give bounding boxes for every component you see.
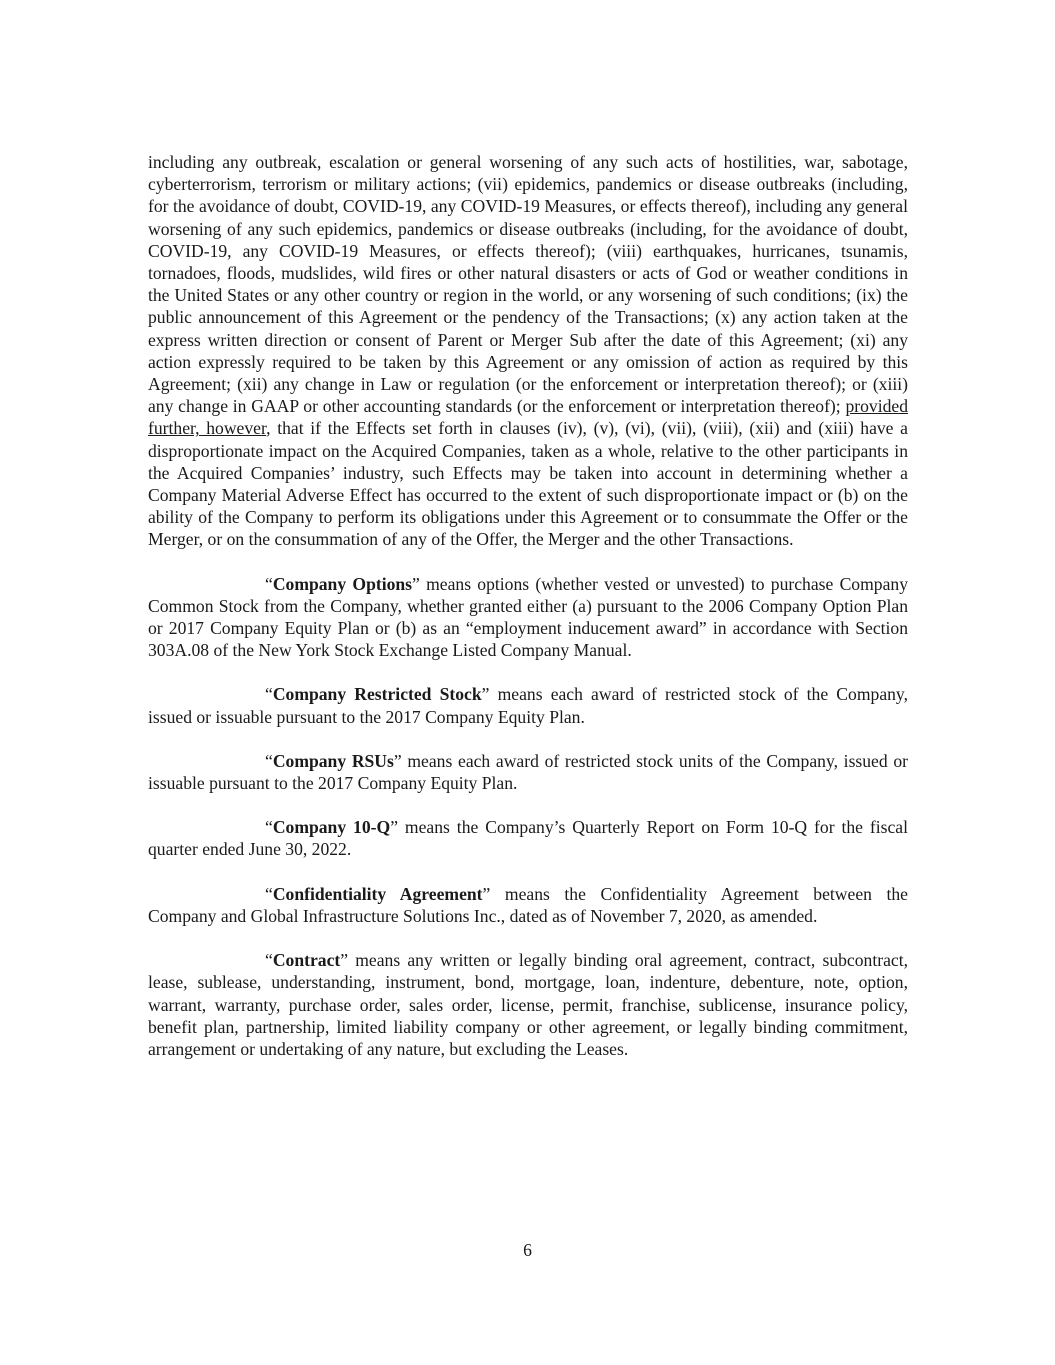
provided-further-however: provided further, however: [148, 396, 908, 439]
quote-close: ”: [393, 750, 402, 771]
defined-term: Company 10-Q: [272, 817, 391, 838]
defined-term: Contract: [272, 950, 341, 971]
document-body: [148, 151, 908, 1060]
definition-text: means any written or legally binding oral agreement, contract, subcontract, lease, sublease, understanding, instrument, bond, mortgage, loan, indenture, debenture, note, option, warrant, warranty, purchase order, sales order, license, permit, franchise, sublicense, insurance policy, benefit plan, partnership, limited liability company or other agreement, or legally binding commitment, arrangement or undertaking of any nature, but excluding the Leases.: [148, 950, 908, 1059]
defined-term: Company Options: [272, 573, 413, 594]
quote-open: “: [265, 883, 273, 904]
quote-open: “: [265, 950, 273, 971]
quote-close: ”: [340, 950, 349, 971]
defined-term: Company Restricted Stock: [272, 684, 482, 705]
quote-close: ”: [482, 883, 491, 904]
definition-company-restricted-stock: [148, 683, 908, 727]
quote-open: “: [265, 573, 273, 594]
definition-company-options: [148, 573, 908, 662]
defined-term: Confidentiality Agreement: [272, 883, 483, 904]
quote-open: “: [265, 750, 273, 771]
quote-open: “: [265, 817, 273, 838]
continuation-text-part1: including any outbreak, escalation or general worsening of any such acts of hostilities, war, sabotage, cyberterrorism, terrorism or military actions; (vii) epidemics, pandemics or disease outbreaks (including, for the avoidance of doubt, COVID-19, any COVID-19 Measures, or effects thereof), including any general worsening of any such epidemics, pandemics or disease outbreaks (including, for the avoidance of doubt, COVID-19, any COVID-19 Measures, or effects thereof); (viii) earthquakes, hurricanes, tsunamis, tornadoes, floods, mudslides, wild fires or other natural disasters or acts of God or weather conditions in the United States or any other country or region in the world, or any worsening of such conditions; (ix) the public announcement of this Agreement or the pendency of the Transactions; (x) any action taken at the express written direction or consent of Parent or Merger Sub after the date of this Agreement; (xi) any action expressly required to be taken by this Agreement or any omission of action as required by this Agreement; (xii) any change in Law or regulation (or the enforcement or interpretation thereof); or (xiii) any change in GAAP or other accounting standards (or the enforcement or interpretation thereof);: [148, 152, 908, 417]
definition-company-rsus: [148, 750, 908, 794]
continuation-text-part2: , that if the Effects set forth in clauses (iv), (v), (vi), (vii), (viii), (xii) and (xiii) have a disproportionate impact on the Acquired Companies, taken as a whole, relative to the other participants in the Acquired Companies’ industry, such Effects may be taken into account in determining whether a Company Material Adverse Effect has occurred to the extent of such disproportionate impact or (b) on the ability of the Company to perform its obligations under this Agreement or to consummate the Offer or the Merger, or on the consummation of any of the Offer, the Merger and the other Transactions.: [148, 418, 908, 550]
definition-contract: [148, 949, 908, 1060]
definition-text: means each award of restricted stock units of the Company, issued or issuable pursuant to the 2017 Company Equity Plan.: [148, 750, 909, 794]
continuation-paragraph: [148, 151, 908, 551]
definition-text: means the Company’s Quarterly Report on Form 10-Q for the fiscal quarter ended June 30, 2022.: [148, 817, 909, 860]
definition-confidentiality-agreement: [148, 883, 908, 927]
defined-term: Company RSUs: [272, 750, 394, 771]
definition-text: means the Confidentiality Agreement between the Company and Global Infrastructure Solutions Inc., dated as of November 7, 2020, as amended.: [148, 883, 908, 926]
quote-open: “: [265, 684, 273, 705]
quote-close: ”: [481, 684, 490, 705]
definition-text: means options (whether vested or unvested) to purchase Company Common Stock from the Company, whether granted either (a) pursuant to the 2006 Company Option Plan or 2017 Company Equity Plan or (b) as an “employment inducement award” in accordance with Section 303A.08 of the New York Stock Exchange Listed Company Manual.: [148, 573, 908, 661]
definition-company-10q: [148, 816, 908, 860]
page-number: 6: [523, 1240, 532, 1260]
definition-text: means each award of restricted stock of the Company, issued or issuable pursuant to the 2017 Company Equity Plan.: [148, 684, 908, 727]
quote-close: ”: [390, 817, 399, 838]
quote-close: ”: [412, 573, 420, 594]
